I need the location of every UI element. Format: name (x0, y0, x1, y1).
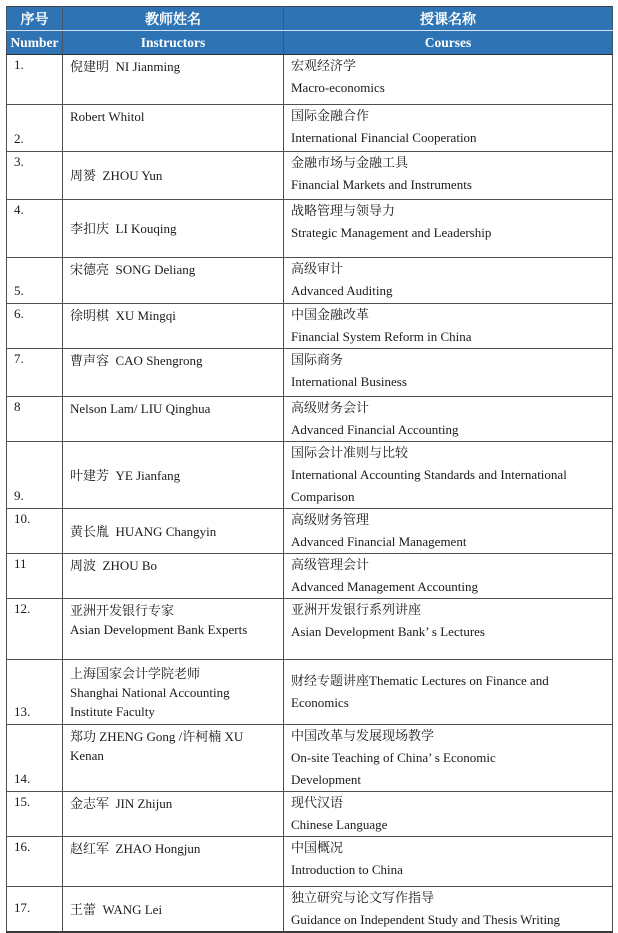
course-cell (284, 397, 613, 442)
instructor-name-line: 李扣庆 LI Kouqing (70, 221, 177, 236)
instructor-cell (63, 152, 284, 200)
course-title-line: 中国改革与发展现场教学 (291, 728, 435, 743)
course-cell (284, 599, 613, 660)
table-row (7, 258, 613, 304)
instructor-name-line: 曹声容 CAO Shengrong (70, 353, 203, 368)
header-instructors-zh: 教师姓名 (63, 7, 284, 31)
instructor-cell (63, 554, 284, 599)
header-row-english (7, 31, 613, 55)
course-title-line: 国际金融合作 (291, 108, 370, 123)
course-title-line: 宏观经济学 (291, 58, 357, 73)
row-number: 14. (7, 725, 63, 792)
course-cell (284, 792, 613, 837)
table-row (7, 397, 613, 442)
row-number: 13. (7, 660, 63, 725)
row-number: 7. (7, 349, 63, 397)
course-cell (284, 837, 613, 887)
course-title-line: 现代汉语 (291, 795, 344, 810)
row-number: 5. (7, 258, 63, 304)
course-title-line: 亚洲开发银行系列讲座 (291, 602, 422, 617)
course-title-line: 财经专题讲座Thematic Lectures on Finance and (291, 673, 549, 688)
instructor-name-line: 郑功 ZHENG Gong /许柯楠 XU (70, 729, 244, 744)
instructor-name-line: 周赟 ZHOU Yun (70, 168, 163, 183)
course-title-line: Economics (291, 695, 349, 710)
instructor-name-line: Shanghai National Accounting (70, 684, 230, 700)
course-title-line: Comparison (291, 489, 355, 504)
instructor-name-line: Kenan (70, 748, 104, 763)
course-title-line: Advanced Financial Accounting (291, 422, 459, 437)
instructor-cell (63, 509, 284, 554)
course-cell (284, 152, 613, 200)
instructor-name-line: 王蕾 WANG Lei (70, 901, 163, 917)
course-title-line: Advanced Financial Management (291, 534, 467, 549)
course-cell (284, 304, 613, 349)
row-number: 11 (7, 554, 63, 599)
course-cell (284, 554, 613, 599)
course-title-line: Macro-economics (291, 80, 385, 95)
table-row (7, 200, 613, 258)
table-row (7, 442, 613, 509)
row-number: 3. (7, 152, 63, 200)
table-header (7, 7, 613, 55)
course-title-line: Chinese Language (291, 817, 388, 832)
course-title-line: Advanced Management Accounting (291, 579, 478, 594)
table-row (7, 554, 613, 599)
course-title-line: Strategic Management and Leadership (291, 225, 492, 240)
instructor-cell (63, 660, 284, 725)
table-row (7, 105, 613, 152)
instructor-name-line: Asian Development Bank Experts (70, 622, 248, 637)
course-title-line: 国际会计准则与比较 (291, 445, 409, 460)
course-table-body (7, 55, 613, 933)
course-cell (284, 660, 613, 725)
course-title-line: 国际商务 (291, 352, 344, 367)
row-number: 6. (7, 304, 63, 349)
table-row (7, 792, 613, 837)
course-title-line: 高级财务管理 (291, 512, 370, 527)
row-number: 4. (7, 200, 63, 258)
table-row (7, 55, 613, 105)
course-cell (284, 725, 613, 792)
instructor-cell (63, 887, 284, 933)
instructor-cell (63, 349, 284, 397)
row-number: 8 (7, 397, 63, 442)
instructor-cell (63, 792, 284, 837)
instructors-courses-table (6, 6, 613, 933)
instructor-name-line: Institute Faculty (70, 703, 155, 719)
instructor-cell (63, 837, 284, 887)
table-row (7, 599, 613, 660)
row-number: 15. (7, 792, 63, 837)
course-title-line: Introduction to China (291, 862, 403, 877)
table-row (7, 152, 613, 200)
course-cell (284, 258, 613, 304)
course-title-line: International Business (291, 374, 407, 389)
table-row (7, 887, 613, 933)
course-title-line: Development (291, 772, 362, 787)
header-number-en: Number (7, 31, 63, 55)
course-title-line: Advanced Auditing (291, 283, 393, 298)
row-number: 16. (7, 837, 63, 887)
course-title-line: 高级审计 (291, 261, 344, 276)
instructor-name-line: 黄长胤 HUANG Changyin (70, 523, 217, 539)
instructor-name-line: 周波 ZHOU Bo (70, 558, 158, 573)
instructor-name-line: 亚洲开发银行专家 (70, 603, 175, 618)
course-cell (284, 509, 613, 554)
course-title-line: 独立研究与论文写作指导 (291, 890, 435, 905)
instructor-name-line: 赵红军 ZHAO Hongjun (70, 841, 201, 856)
course-title-line: Financial System Reform in China (291, 329, 472, 344)
row-number: 17. (7, 887, 63, 933)
row-number: 12. (7, 599, 63, 660)
course-title-line: 中国金融改革 (291, 307, 370, 322)
course-title-line: 高级管理会计 (291, 557, 370, 572)
table-row (7, 660, 613, 725)
instructor-cell (63, 725, 284, 792)
table-row (7, 304, 613, 349)
header-instructors-en: Instructors (63, 31, 284, 55)
course-title-line: 金融市场与金融工具 (291, 155, 409, 170)
course-title-line: International Accounting Standards and International (291, 467, 567, 482)
course-cell (284, 200, 613, 258)
course-title-line: Financial Markets and Instruments (291, 177, 472, 192)
course-title-line: 战略管理与领导力 (291, 203, 396, 218)
instructor-name-line: 宋德亮 SONG Deliang (70, 262, 196, 277)
instructor-cell (63, 442, 284, 509)
course-cell (284, 349, 613, 397)
instructor-cell (63, 105, 284, 152)
instructor-name-line: 徐明棋 XU Mingqi (70, 308, 176, 323)
course-cell (284, 887, 613, 933)
instructor-cell (63, 258, 284, 304)
header-courses-zh: 授课名称 (284, 7, 613, 31)
row-number: 1. (7, 55, 63, 105)
course-cell (284, 442, 613, 509)
instructor-cell (63, 599, 284, 660)
instructor-cell (63, 304, 284, 349)
course-title-line: Asian Development Bank’ s Lectures (291, 624, 485, 639)
course-cell (284, 105, 613, 152)
table-row (7, 725, 613, 792)
instructor-name-line: Nelson Lam/ LIU Qinghua (70, 401, 211, 416)
table-row (7, 837, 613, 887)
header-number-zh: 序号 (7, 7, 63, 31)
table-row (7, 349, 613, 397)
course-cell (284, 55, 613, 105)
instructor-cell (63, 397, 284, 442)
course-title-line: 中国概况 (291, 840, 344, 855)
instructor-name-line: Robert Whitol (70, 109, 145, 124)
course-title-line: International Financial Cooperation (291, 130, 477, 145)
instructor-cell (63, 55, 284, 105)
instructor-name-line: 金志军 JIN Zhijun (70, 796, 173, 811)
header-courses-en: Courses (284, 31, 613, 55)
row-number: 10. (7, 509, 63, 554)
instructor-name-line: 倪建明 NI Jianming (70, 59, 181, 74)
instructor-name-line: 上海国家会计学院老师 (70, 665, 201, 681)
table-row (7, 509, 613, 554)
header-row-chinese (7, 7, 613, 31)
instructor-name-line: 叶建芳 YE Jianfang (70, 467, 181, 483)
row-number: 2. (7, 105, 63, 152)
instructor-cell (63, 200, 284, 258)
row-number: 9. (7, 442, 63, 509)
course-title-line: 高级财务会计 (291, 400, 370, 415)
course-title-line: On-site Teaching of China’ s Economic (291, 750, 496, 765)
course-title-line: Guidance on Independent Study and Thesis Writing (291, 912, 561, 927)
